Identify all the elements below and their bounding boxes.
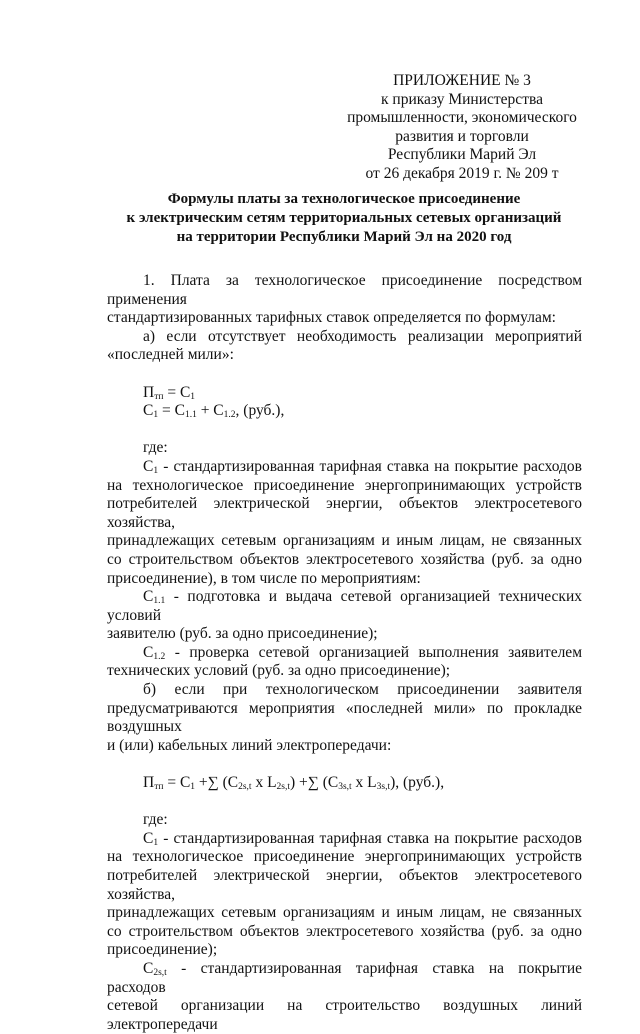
title-line: на территории Республики Марий Эл на 2020 год (176, 229, 512, 245)
paragraph-line: со строительством объектов электросетевого хозяйства (руб. за одно (107, 550, 582, 568)
definition-c1-b: $С_1$ - стандартизированная тарифная ставка на покрытие расходов (143, 829, 582, 848)
appendix-order: к приказу Министерства (381, 90, 543, 108)
formula-ptp: $П_{тп} = С_1$ (143, 383, 196, 402)
paragraph-line: предусматриваются мероприятия «последней мили» по прокладке воздушных (107, 699, 582, 736)
paragraph-line: присоединение), в том числе по мероприятиям: (107, 569, 421, 587)
appendix-ministry-1: промышленности, экономического (347, 109, 577, 126)
appendix-date: от 26 декабря 2019 г. № 209 т (365, 164, 559, 182)
paragraph-line: 1. Плата за технологическое присоединение посредством применения (107, 272, 582, 308)
paragraph-line: принадлежащих сетевым организациям и иным лицам, не связанных (107, 904, 582, 922)
document-title (104, 190, 584, 247)
formula-c1: $С_1 = С_{1.1} + С_{1.2}$, (руб.), (143, 402, 285, 421)
document-body (107, 272, 582, 1034)
appendix-header (340, 72, 584, 183)
paragraph-line: потребителей электрической энергии, объектов электросетевого хозяйства, (107, 495, 582, 531)
definition-c11: $С_{1.1}$ - подготовка и выдача сетевой организацией технических условий (107, 588, 582, 624)
paragraph-line: стандартизированных тарифных ставок определяется по формулам: (107, 309, 556, 327)
paragraph-line: сетевой организации на строительство воздушных линий электропередачи (107, 997, 582, 1033)
paragraph-line: заявителю (руб. за одно присоединение); (107, 625, 378, 643)
paragraph-line: и (или) кабельных линий электропередачи: (107, 736, 392, 754)
where-label: где: (143, 811, 168, 829)
paragraph-line: со строительством объектов электросетевого хозяйства (руб. за одно (107, 922, 582, 940)
definition-c2: $С_{2s,t}$ - стандартизированная тарифная ставка на покрытие расходов (107, 959, 582, 996)
paragraph-line: потребителей электрической энергии, объектов электросетевого хозяйства, (107, 867, 582, 903)
appendix-number: ПРИЛОЖЕНИЕ № 3 (393, 72, 531, 89)
title-line: к электрическим сетям территориальных сетевых организаций (126, 210, 562, 226)
paragraph-line: технических условий (руб. за одно присоединение); (107, 662, 451, 680)
paragraph-line: присоединение); (107, 941, 218, 959)
definition-c12: $С_{1.2}$ - проверка сетевой организацией выполнения заявителем (143, 643, 582, 662)
paragraph-line: а) если отсутствует необходимость реализации мероприятий (143, 327, 582, 345)
paragraph-line: «последней мили»: (107, 346, 234, 364)
formula-ptp-last-mile: $П_{тп} = С_1$ +∑ ($С_{2s,t}$ х $L_{2s,t}$) +∑ ($С_{3s,t}$ х $L_{3s,t}$), (руб.), (143, 774, 445, 793)
appendix-ministry-2: развития и торговли (395, 127, 529, 145)
paragraph-line: на технологическое присоединение энергопринимающих устройств (107, 476, 582, 494)
where-label: где: (143, 439, 168, 457)
paragraph-line: б) если при технологическом присоединении заявителя (143, 681, 582, 699)
definition-c1: $С_1$ - стандартизированная тарифная ставка на покрытие расходов (143, 457, 582, 476)
appendix-republic: Республики Марий Эл (387, 146, 537, 163)
title-line: Формулы платы за технологическое присоединение (167, 191, 521, 207)
paragraph-line: на технологическое присоединение энергопринимающих устройств (107, 848, 582, 866)
paragraph-line: принадлежащих сетевым организациям и иным лицам, не связанных (107, 532, 582, 550)
